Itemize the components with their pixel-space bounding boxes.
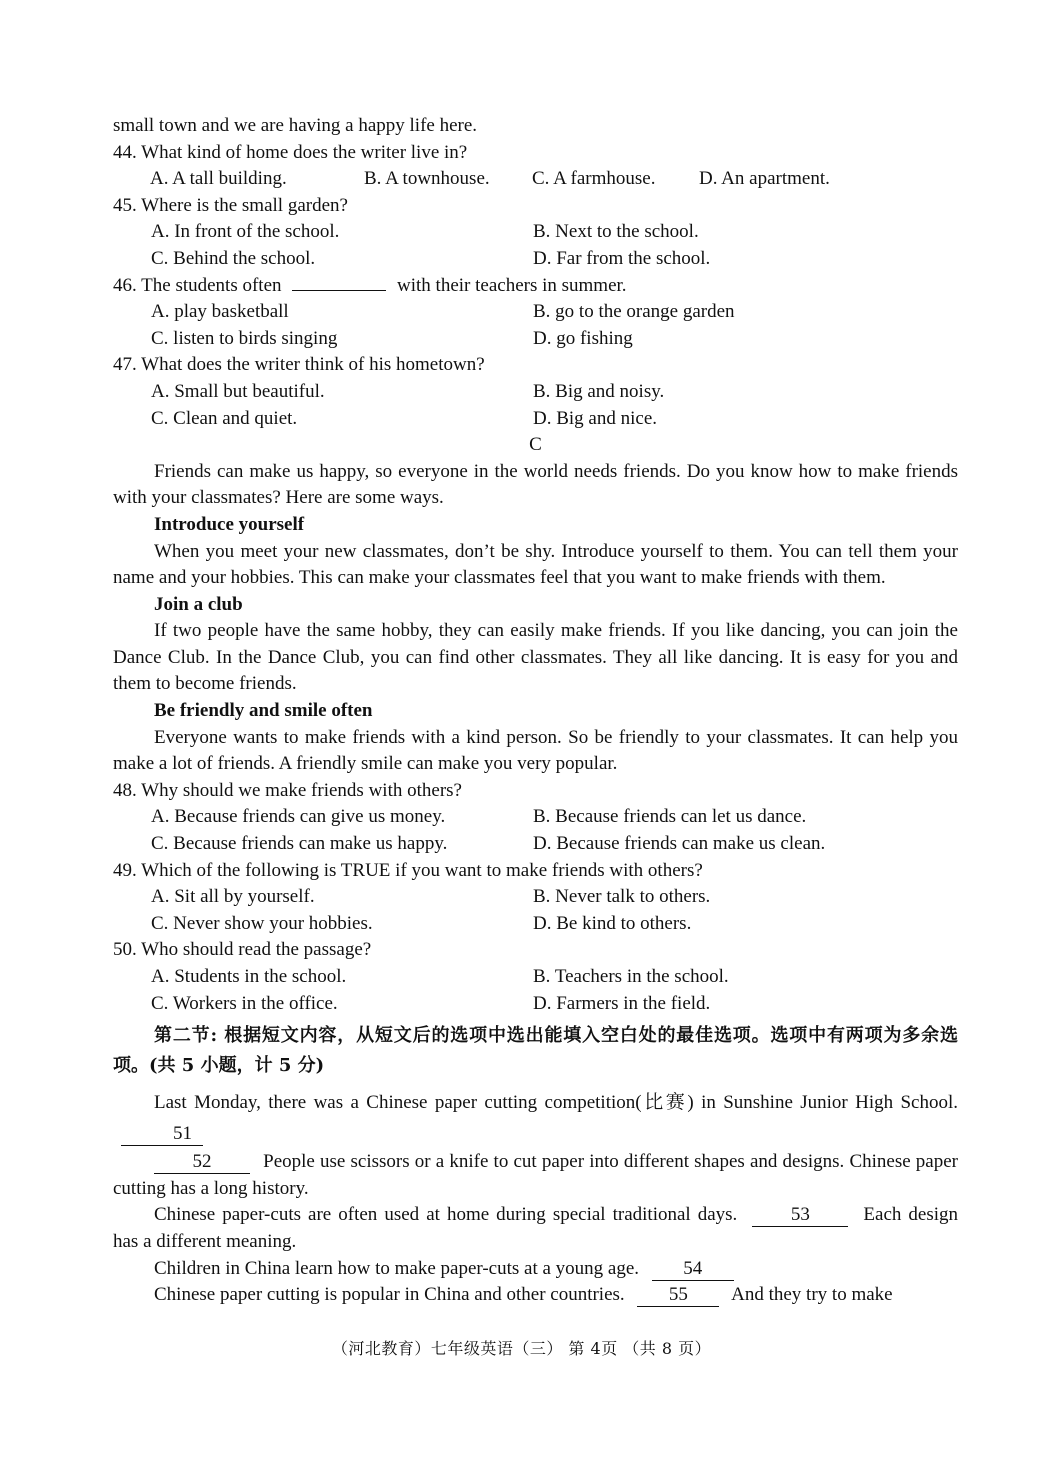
option-d: D. Because friends can make us clean. <box>533 833 826 855</box>
question-50 <box>113 937 958 1017</box>
question-stem: 44. What kind of home does the writer live in? <box>113 141 468 163</box>
question-47 <box>113 352 958 432</box>
question-49 <box>113 858 958 938</box>
options-row <box>113 219 958 246</box>
option-c: C. Clean and quiet. <box>151 407 298 429</box>
cloze-text: And they try to make <box>731 1284 893 1306</box>
blank-54[interactable]: 54 <box>652 1258 734 1281</box>
cloze-text: People use scissors or a knife to cut paper into different shapes and designs. Chinese paper cutting has a long history. <box>113 1151 958 1199</box>
options-row <box>113 991 958 1018</box>
blank-55[interactable]: 55 <box>637 1284 719 1307</box>
cloze-text: Children in China learn how to make paper-cuts at a young age. <box>154 1257 640 1279</box>
cloze-text: Chinese paper-cuts are often used at home during special traditional days. <box>154 1204 738 1226</box>
passage-intro: Friends can make us happy, so everyone in the world needs friends. Do you know how to make friends with your classmates? Here are some ways. <box>113 460 958 509</box>
passage-heading: Be friendly and smile often <box>154 700 373 722</box>
stem-before: 46. The students often <box>113 274 282 296</box>
question-44 <box>113 140 958 193</box>
cloze-paragraph-5 <box>113 1282 958 1309</box>
question-stem: 49. Which of the following is TRUE if you want to make friends with others? <box>113 859 703 881</box>
option-a: A. play basketball <box>151 301 289 323</box>
stem-after: with their teachers in summer. <box>397 274 627 296</box>
answer-blank[interactable] <box>292 290 386 291</box>
option-b: B. Never talk to others. <box>533 886 711 908</box>
cloze-paragraph-3 <box>113 1202 958 1255</box>
option-a: A. Because friends can give us money. <box>151 806 446 828</box>
cloze-text: Last Monday, there was a Chinese paper cutting competition(比赛) in Sunshine Junior High School. <box>154 1092 958 1114</box>
passage-paragraph: If two people have the same hobby, they can easily make friends. If you like dancing, you can join the Dance Club. In the Dance Club, you can find other classmates. They all like dancing. It is easy for you and them to become friends. <box>113 620 958 695</box>
passage-heading: Join a club <box>154 593 243 615</box>
options-row <box>113 911 958 938</box>
options-row <box>113 964 958 991</box>
option-c: C. Because friends can make us happy. <box>151 833 448 855</box>
cloze-paragraph-4 <box>113 1256 958 1283</box>
exam-page <box>113 113 958 1309</box>
question-45 <box>113 193 958 273</box>
options-row <box>113 166 958 193</box>
question-stem: 48. Why should we make friends with others? <box>113 779 462 801</box>
option-b: B. Because friends can let us dance. <box>533 806 807 828</box>
option-d: D. Be kind to others. <box>533 912 692 934</box>
option-c: C. Behind the school. <box>151 247 316 269</box>
options-row <box>113 326 958 353</box>
options-row <box>113 831 958 858</box>
option-d: D. Far from the school. <box>533 247 711 269</box>
question-stem: 50. Who should read the passage? <box>113 939 372 961</box>
blank-51[interactable]: 51 <box>121 1123 203 1146</box>
blank-53[interactable]: 53 <box>752 1204 848 1227</box>
options-row <box>113 406 958 433</box>
passage-paragraph: Everyone wants to make friends with a kind person. So be friendly to your classmates. It can help you make a lot of friends. A friendly smile can make you very popular. <box>113 726 958 775</box>
cloze-paragraph-2 <box>113 1149 958 1202</box>
section-2-instructions: 第二节: 根据短文内容，从短文后的选项中选出能填入空白处的最佳选项。选项中有两项为多余选项。(共 5 小题，计 5 分) <box>113 1025 958 1077</box>
option-c: C. Never show your hobbies. <box>151 912 373 934</box>
options-row <box>113 246 958 273</box>
options-row <box>113 804 958 831</box>
option-b: B. A townhouse. <box>364 168 490 190</box>
option-d: D. Big and nice. <box>533 407 658 429</box>
options-row <box>113 299 958 326</box>
section-c-label: C <box>529 434 542 456</box>
passage-paragraph: When you meet your new classmates, don’t be shy. Introduce yourself to them. You can tell them your name and your hobbies. This can make your classmates feel that you want to make friends with them. <box>113 540 958 589</box>
option-d: D. Farmers in the field. <box>533 992 711 1014</box>
option-c: C. Workers in the office. <box>151 992 338 1014</box>
option-b: B. go to the orange garden <box>533 301 735 323</box>
passage-heading: Introduce yourself <box>154 513 305 535</box>
option-c: C. listen to birds singing <box>151 327 338 349</box>
blank-52[interactable]: 52 <box>154 1151 250 1174</box>
option-d: D. An apartment. <box>699 168 830 190</box>
question-stem <box>113 273 958 300</box>
option-c: C. A farmhouse. <box>532 168 656 190</box>
page-footer: （河北教育）七年级英语（三） 第 4页 （共 8 页） <box>331 1339 712 1358</box>
question-stem: 47. What does the writer think of his hometown? <box>113 354 485 376</box>
question-stem: 45. Where is the small garden? <box>113 194 348 216</box>
option-a: A. Sit all by yourself. <box>151 886 315 908</box>
options-row <box>113 884 958 911</box>
cloze-paragraph-1 <box>113 1087 958 1149</box>
option-b: B. Teachers in the school. <box>533 966 729 987</box>
option-a: A. A tall building. <box>150 168 287 190</box>
cloze-text: Each design has a different meaning. <box>113 1204 959 1252</box>
question-46 <box>113 273 958 353</box>
option-b: B. Next to the school. <box>533 221 699 243</box>
option-a: A. Small but beautiful. <box>151 380 325 402</box>
cloze-text: Chinese paper cutting is popular in China and other countries. <box>154 1284 625 1306</box>
option-d: D. go fishing <box>533 327 633 349</box>
option-a: A. Students in the school. <box>151 966 347 987</box>
question-48 <box>113 778 958 858</box>
options-row <box>113 379 958 406</box>
intro-line: small town and we are having a happy life here. <box>113 115 478 136</box>
option-a: A. In front of the school. <box>151 221 340 243</box>
option-b: B. Big and noisy. <box>533 380 665 402</box>
